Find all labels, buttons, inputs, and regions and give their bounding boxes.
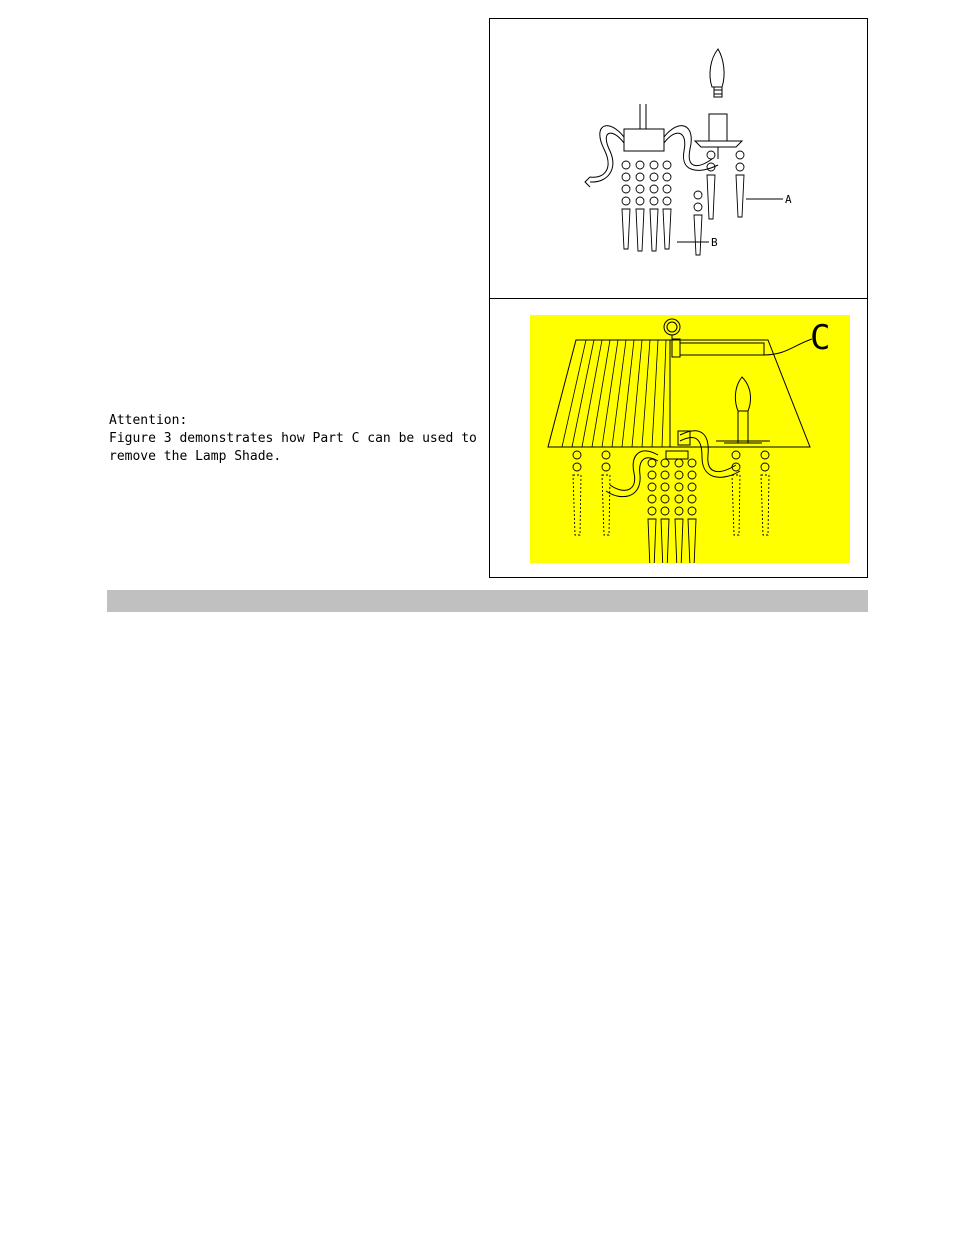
sconce-crystal-diagram (490, 19, 867, 297)
label-c: C (810, 318, 831, 358)
attention-line-2: remove the Lamp Shade. (109, 449, 282, 464)
section-bar (107, 590, 868, 612)
lamp-shade-diagram (530, 315, 850, 563)
label-a: A (785, 193, 792, 206)
attention-note (109, 412, 477, 466)
figure-frame (489, 18, 868, 578)
label-b: B (711, 236, 718, 249)
figure-divider (490, 298, 867, 299)
attention-line-1: Figure 3 demonstrates how Part C can be used to (109, 431, 477, 446)
attention-heading: Attention: (109, 413, 188, 428)
